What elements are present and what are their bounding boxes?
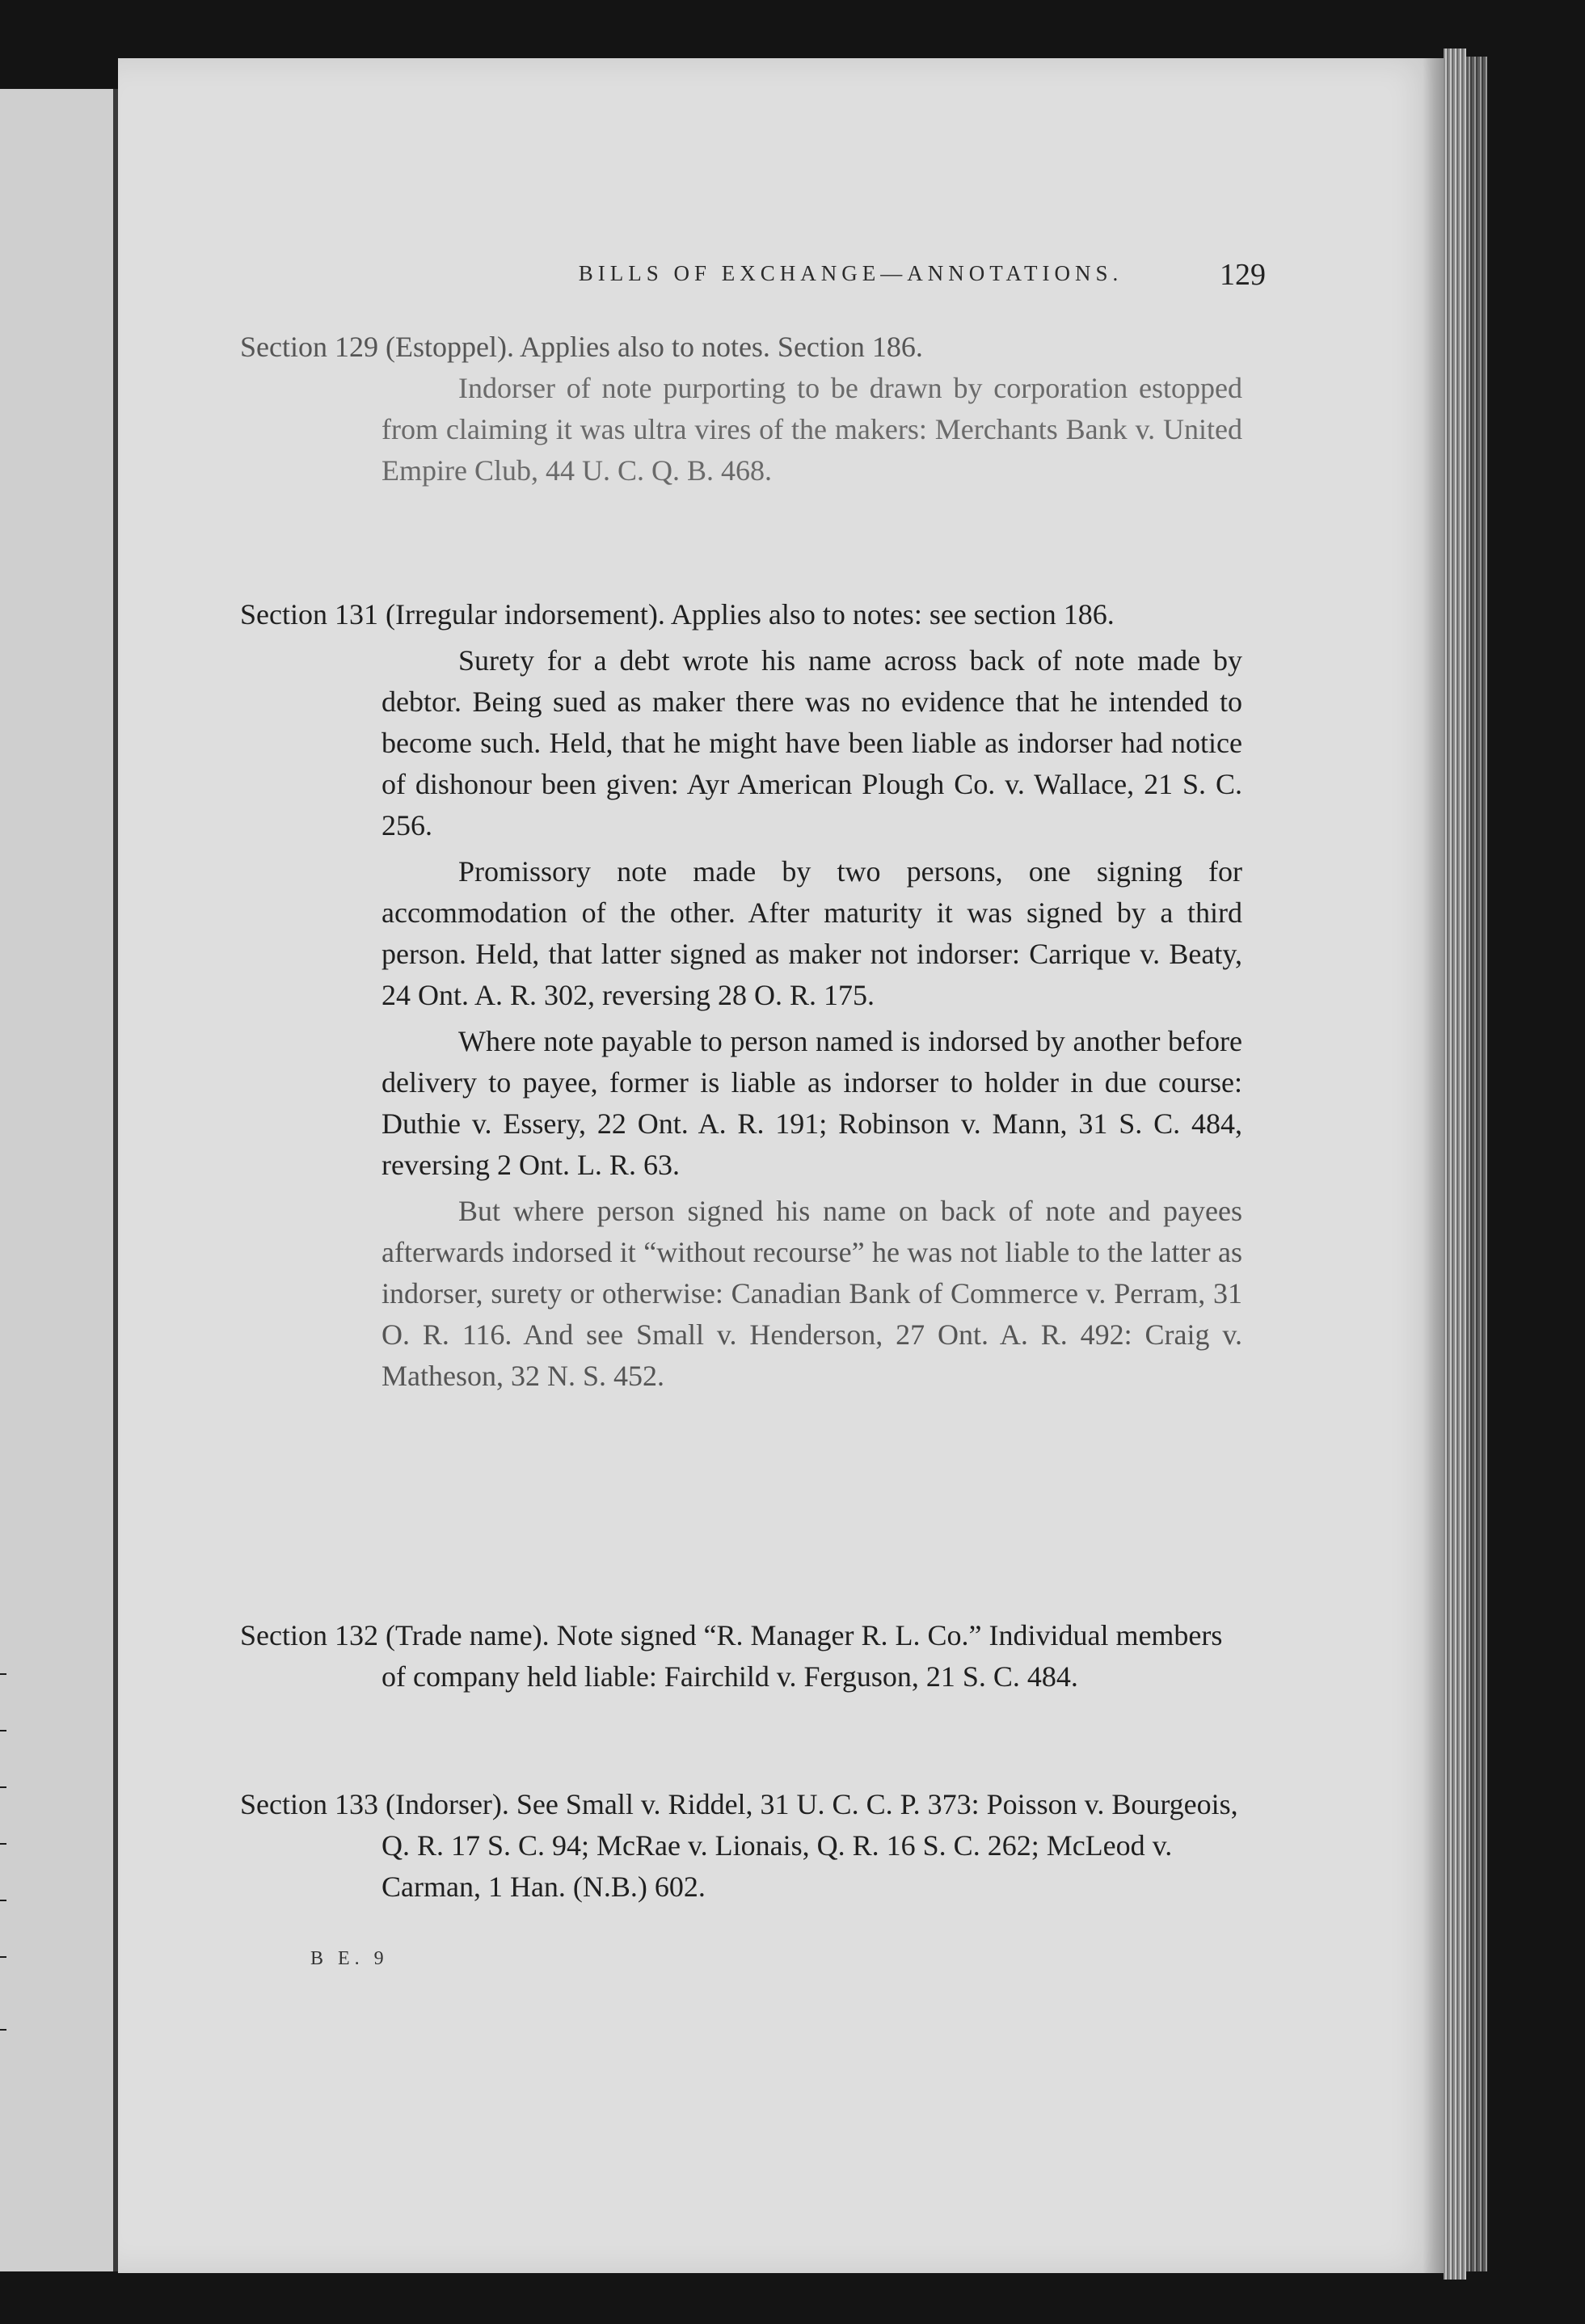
page-gutter-shade (1423, 58, 1444, 2273)
signature-mark: B E. 9 (310, 1948, 389, 1969)
section-paragraph: Indorser of note purporting to be drawn by corporation estopped from claiming it was ultra vires of the makers: Merchants Bank v. United Empire Club, 44 U. C. Q. B. 468. (381, 372, 1242, 487)
section-heading: Section 133 (Indorser). See Small v. Riddel, 31 U. C. C. P. 373: Poisson v. Bourgeois, Q. R. 17 S. C. 94; McRae v. Lionais, Q. R. 16 S. C. 262; McLeod v. Carman, 1 Han. (N.B.) 602. (240, 1788, 1238, 1903)
running-head: BILLS OF EXCHANGE—ANNOTATIONS. (578, 261, 1123, 285)
section-heading: Section 129 (Estoppel). Applies also to notes. Section 186. (240, 331, 923, 363)
section-129 (240, 327, 1242, 491)
section-132 (240, 1615, 1242, 1698)
section-paragraph: Where note payable to person named is indorsed by another before delivery to payee, former is liable as indorser to holder in due course: Duthie v. Essery, 22 Ont. A. R. 191; Robinson v. Mann, 31 S. C. 484, reversing 2 Ont. L. R. 63. (381, 1025, 1242, 1181)
page-stack-edge (1444, 49, 1466, 2280)
section-heading: Section 131 (Irregular indorsement). Applies also to notes: see section 186. (240, 598, 1115, 631)
section-paragraph: Promissory note made by two persons, one signing for accommodation of the other. After maturity it was signed by a third person. Held, that latter signed as maker not indorser: Carrique v. Beaty, 24 Ont. A. R. 302, reversing 28 O. R. 175. (381, 855, 1242, 1011)
left-page (0, 89, 113, 2271)
section-133 (240, 1784, 1242, 1908)
section-paragraph: Surety for a debt wrote his name across back of note made by debtor. Being sued as maker there was no evidence that he intended to become such. Held, that he might have been liable as indorser had notice of dishonour been given: Ayr American Plough Co. v. Wallace, 21 S. C. 256. (381, 644, 1242, 841)
margin-ticks (0, 1673, 16, 2077)
section-paragraph: But where person signed his name on back of note and payees afterwards indorsed it “without recourse” he was not liable to the latter as indorser, surety or otherwise: Canadian Bank of Commerce v. Perram, 31 O. R. 116. And see Small v. Henderson, 27 Ont. A. R. 492: Craig v. Matheson, 32 N. S. 452. (381, 1195, 1242, 1392)
section-heading: Section 132 (Trade name). Note signed “R. Manager R. L. Co.” Individual members of company held liable: Fairchild v. Ferguson, 21 S. C. 484. (240, 1619, 1223, 1693)
page-number: 129 (1220, 258, 1266, 292)
section-131 (240, 594, 1242, 1397)
page-stack-edge-outer (1466, 57, 1487, 2271)
